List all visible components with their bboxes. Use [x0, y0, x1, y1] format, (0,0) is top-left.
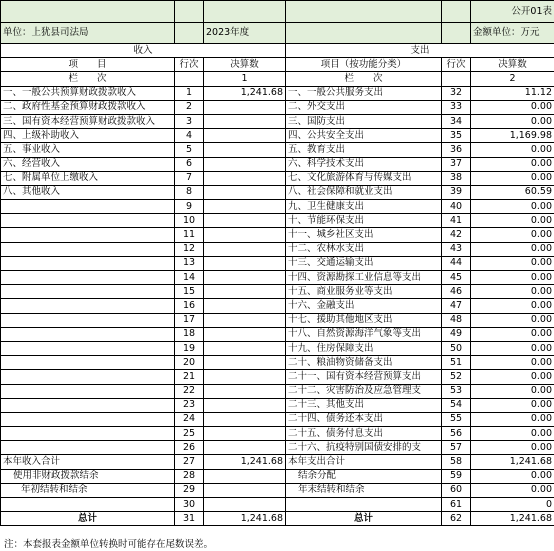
row-no: 57	[442, 441, 471, 455]
expenditure-item: 九、卫生健康支出	[286, 200, 442, 214]
table-row	[1, 412, 554, 426]
income-item	[1, 441, 175, 455]
table-row	[1, 327, 554, 341]
expenditure-amount-header: 决算数	[471, 58, 554, 72]
income-amount	[204, 171, 286, 185]
expenditure-section-header: 支出	[286, 44, 554, 58]
row-no: 25	[175, 427, 204, 441]
row-no: 15	[175, 285, 204, 299]
income-amount	[204, 384, 286, 398]
expenditure-amount: 60.59	[471, 185, 554, 199]
table-row	[1, 356, 554, 370]
section-header-row	[1, 44, 554, 58]
income-amount	[204, 242, 286, 256]
expenditure-summary-item	[286, 498, 442, 512]
table-row	[1, 271, 554, 285]
income-item	[1, 228, 175, 242]
income-amount	[204, 157, 286, 171]
income-item: 一、一般公共预算财政拨款收入	[1, 86, 175, 100]
row-no: 21	[175, 370, 204, 384]
expenditure-summary-item: 年末结转和结余	[286, 483, 442, 497]
expenditure-amount: 0.00	[471, 285, 554, 299]
row-no: 13	[175, 256, 204, 270]
income-item: 七、附属单位上缴收入	[1, 171, 175, 185]
expenditure-summary-amount: 0.00	[471, 469, 554, 483]
expenditure-amount: 0.00	[471, 114, 554, 128]
row-no: 29	[175, 483, 204, 497]
income-summary-amount	[204, 498, 286, 512]
income-amount	[204, 100, 286, 114]
row-no: 56	[442, 427, 471, 441]
income-item	[1, 256, 175, 270]
income-total-label: 总计	[1, 512, 175, 526]
expenditure-item: 十五、商业服务业等支出	[286, 285, 442, 299]
row-no: 38	[442, 171, 471, 185]
row-no: 49	[442, 327, 471, 341]
row-no: 61	[442, 498, 471, 512]
income-amount	[204, 341, 286, 355]
expenditure-item: 十八、自然资源海洋气象等支出	[286, 327, 442, 341]
income-amount	[204, 143, 286, 157]
income-amount	[204, 313, 286, 327]
income-total-amount: 1,241.68	[204, 512, 286, 526]
row-no: 2	[175, 100, 204, 114]
row-no: 55	[442, 412, 471, 426]
row-no: 20	[175, 356, 204, 370]
table-row	[1, 384, 554, 398]
table-row	[1, 171, 554, 185]
row-no: 35	[442, 129, 471, 143]
row-no: 42	[442, 228, 471, 242]
expenditure-amount: 0.00	[471, 384, 554, 398]
expenditure-item: 四、公共安全支出	[286, 129, 442, 143]
income-summary-item	[1, 498, 175, 512]
income-item	[1, 356, 175, 370]
row-no: 26	[175, 441, 204, 455]
expenditure-item: 十四、资源勘探工业信息等支出	[286, 271, 442, 285]
row-no: 12	[175, 242, 204, 256]
expenditure-item: 八、社会保障和就业支出	[286, 185, 442, 199]
expenditure-amount: 0.00	[471, 356, 554, 370]
form-code-row	[1, 1, 554, 23]
expenditure-amount: 1,169.98	[471, 129, 554, 143]
expenditure-amount: 0.00	[471, 200, 554, 214]
expenditure-item: 二十五、债务付息支出	[286, 427, 442, 441]
row-no: 62	[442, 512, 471, 526]
income-summary-item: 本年收入合计	[1, 455, 175, 469]
expenditure-item: 十六、金融支出	[286, 299, 442, 313]
expenditure-amount: 0.00	[471, 143, 554, 157]
expenditure-item: 二十四、债务还本支出	[286, 412, 442, 426]
row-no: 9	[175, 200, 204, 214]
summary-row	[1, 498, 554, 512]
income-item	[1, 412, 175, 426]
table-row	[1, 185, 554, 199]
expenditure-item: 十九、住房保障支出	[286, 341, 442, 355]
row-no: 54	[442, 398, 471, 412]
expenditure-amount: 0.00	[471, 427, 554, 441]
row-no: 37	[442, 157, 471, 171]
row-no: 18	[175, 327, 204, 341]
income-item: 八、其他收入	[1, 185, 175, 199]
income-item-header: 项 目	[1, 58, 175, 72]
income-amount	[204, 200, 286, 214]
expenditure-item: 十七、援助其他地区支出	[286, 313, 442, 327]
summary-row	[1, 469, 554, 483]
row-no: 52	[442, 370, 471, 384]
row-no: 16	[175, 299, 204, 313]
income-item	[1, 327, 175, 341]
row-no: 3	[175, 114, 204, 128]
income-amount	[204, 228, 286, 242]
expenditure-item: 二十三、其他支出	[286, 398, 442, 412]
expenditure-item: 十二、农林水支出	[286, 242, 442, 256]
expenditure-amount: 0.00	[471, 214, 554, 228]
row-no: 1	[175, 86, 204, 100]
income-item: 三、国有资本经营预算财政拨款收入	[1, 114, 175, 128]
expenditure-amount: 0.00	[471, 341, 554, 355]
row-no: 17	[175, 313, 204, 327]
expenditure-item: 二十、粮油物资储备支出	[286, 356, 442, 370]
row-no: 33	[442, 100, 471, 114]
income-amount	[204, 327, 286, 341]
income-amount-header: 决算数	[204, 58, 286, 72]
expenditure-amount: 0.00	[471, 256, 554, 270]
row-no: 34	[442, 114, 471, 128]
row-no: 27	[175, 455, 204, 469]
expenditure-amount: 11.12	[471, 86, 554, 100]
income-item: 六、经营收入	[1, 157, 175, 171]
table-row	[1, 114, 554, 128]
table-row	[1, 299, 554, 313]
report-year: 2023年度	[204, 23, 286, 44]
income-amount	[204, 441, 286, 455]
unit-name: 单位：上犹县司法局	[1, 23, 175, 44]
row-no: 44	[442, 256, 471, 270]
expenditure-amount: 0.00	[471, 271, 554, 285]
expenditure-item: 十一、城乡社区支出	[286, 228, 442, 242]
income-amount	[204, 114, 286, 128]
income-item: 五、事业收入	[1, 143, 175, 157]
expenditure-amount: 0.00	[471, 299, 554, 313]
table-row	[1, 228, 554, 242]
expenditure-summary-item: 本年支出合计	[286, 455, 442, 469]
row-no: 22	[175, 384, 204, 398]
income-amount	[204, 256, 286, 270]
row-no: 31	[175, 512, 204, 526]
row-no: 41	[442, 214, 471, 228]
expenditure-item: 十三、交通运输支出	[286, 256, 442, 270]
income-item	[1, 427, 175, 441]
column-header-row	[1, 58, 554, 72]
form-code: 公开01表	[471, 1, 554, 23]
expenditure-amount: 0.00	[471, 412, 554, 426]
row-no-header: 行次	[442, 58, 471, 72]
table-row	[1, 143, 554, 157]
row-no: 23	[175, 398, 204, 412]
row-no: 39	[442, 185, 471, 199]
expenditure-item: 三、国防支出	[286, 114, 442, 128]
total-row	[1, 512, 554, 526]
expenditure-summary-amount: 0	[471, 498, 554, 512]
income-item	[1, 242, 175, 256]
table-row	[1, 200, 554, 214]
table-row	[1, 427, 554, 441]
row-no: 10	[175, 214, 204, 228]
table-row	[1, 86, 554, 100]
currency-unit: 金额单位：万元	[471, 23, 554, 44]
expenditure-summary-item: 结余分配	[286, 469, 442, 483]
expenditure-summary-amount: 0.00	[471, 483, 554, 497]
row-no-header: 行次	[175, 58, 204, 72]
row-no: 11	[175, 228, 204, 242]
summary-row	[1, 455, 554, 469]
table-row	[1, 242, 554, 256]
table-row	[1, 285, 554, 299]
income-amount	[204, 271, 286, 285]
income-summary-amount	[204, 469, 286, 483]
row-no: 32	[442, 86, 471, 100]
row-no: 51	[442, 356, 471, 370]
income-amount	[204, 185, 286, 199]
expenditure-item: 二十二、灾害防治及应急管理支	[286, 384, 442, 398]
income-summary-item: 使用非财政拨款结余	[1, 469, 175, 483]
expenditure-amount: 0.00	[471, 441, 554, 455]
table-row	[1, 441, 554, 455]
expenditure-summary-amount: 1,241.68	[471, 455, 554, 469]
income-amount-col-no: 1	[204, 72, 286, 86]
table-row	[1, 370, 554, 384]
row-no: 4	[175, 129, 204, 143]
expenditure-amount-col-no: 2	[471, 72, 554, 86]
expenditure-amount: 0.00	[471, 327, 554, 341]
expenditure-amount: 0.00	[471, 171, 554, 185]
row-no: 58	[442, 455, 471, 469]
income-item	[1, 370, 175, 384]
income-amount	[204, 214, 286, 228]
expenditure-item-header: 项目（按功能分类）	[286, 58, 442, 72]
table-row	[1, 157, 554, 171]
row-no: 53	[442, 384, 471, 398]
expenditure-item: 二、外交支出	[286, 100, 442, 114]
table-row	[1, 214, 554, 228]
income-item	[1, 285, 175, 299]
row-no: 30	[175, 498, 204, 512]
expenditure-amount: 0.00	[471, 398, 554, 412]
row-no: 50	[442, 341, 471, 355]
expenditure-item: 二十六、抗疫特别国债安排的支	[286, 441, 442, 455]
income-item	[1, 313, 175, 327]
row-no: 14	[175, 271, 204, 285]
expenditure-amount: 0.00	[471, 242, 554, 256]
row-no: 28	[175, 469, 204, 483]
income-item	[1, 299, 175, 313]
income-section-header: 收入	[1, 44, 286, 58]
table-row	[1, 100, 554, 114]
expenditure-item: 二十一、国有资本经营预算支出	[286, 370, 442, 384]
expenditure-amount: 0.00	[471, 370, 554, 384]
income-item	[1, 398, 175, 412]
expenditure-item: 十、节能环保支出	[286, 214, 442, 228]
row-no: 46	[442, 285, 471, 299]
column-index-label: 栏 次	[1, 72, 175, 86]
table-row	[1, 398, 554, 412]
row-no: 36	[442, 143, 471, 157]
income-amount	[204, 299, 286, 313]
row-no: 8	[175, 185, 204, 199]
income-item	[1, 200, 175, 214]
income-amount	[204, 356, 286, 370]
income-summary-amount	[204, 483, 286, 497]
income-amount	[204, 412, 286, 426]
row-no: 7	[175, 171, 204, 185]
table-row	[1, 256, 554, 270]
row-no: 19	[175, 341, 204, 355]
expenditure-amount: 0.00	[471, 100, 554, 114]
income-amount	[204, 398, 286, 412]
income-item	[1, 214, 175, 228]
income-amount	[204, 370, 286, 384]
row-no: 45	[442, 271, 471, 285]
expenditure-total-label: 总计	[286, 512, 442, 526]
income-item	[1, 341, 175, 355]
expenditure-amount: 0.00	[471, 157, 554, 171]
row-no: 5	[175, 143, 204, 157]
income-item: 四、上级补助收入	[1, 129, 175, 143]
income-amount	[204, 285, 286, 299]
summary-row	[1, 483, 554, 497]
income-item: 二、政府性基金预算财政拨款收入	[1, 100, 175, 114]
income-amount	[204, 129, 286, 143]
row-no: 60	[442, 483, 471, 497]
income-amount	[204, 427, 286, 441]
table-row	[1, 313, 554, 327]
income-summary-amount: 1,241.68	[204, 455, 286, 469]
row-no: 59	[442, 469, 471, 483]
row-no: 47	[442, 299, 471, 313]
row-no: 43	[442, 242, 471, 256]
expenditure-amount: 0.00	[471, 313, 554, 327]
income-amount: 1,241.68	[204, 86, 286, 100]
expenditure-total-amount: 1,241.68	[471, 512, 554, 526]
expenditure-item: 五、教育支出	[286, 143, 442, 157]
unit-info-row	[1, 23, 554, 44]
expenditure-amount: 0.00	[471, 228, 554, 242]
table-row	[1, 129, 554, 143]
row-no: 6	[175, 157, 204, 171]
row-no: 40	[442, 200, 471, 214]
income-item	[1, 384, 175, 398]
table-row	[1, 341, 554, 355]
row-no: 48	[442, 313, 471, 327]
expenditure-item: 六、科学技术支出	[286, 157, 442, 171]
column-index-label: 栏 次	[286, 72, 442, 86]
expenditure-item: 一、一般公共服务支出	[286, 86, 442, 100]
expenditure-item: 七、文化旅游体育与传媒支出	[286, 171, 442, 185]
income-item	[1, 271, 175, 285]
income-summary-item: 年初结转和结余	[1, 483, 175, 497]
footnote: 注：本套报表金额单位转换时可能存在尾数误差。	[4, 539, 214, 550]
row-no: 24	[175, 412, 204, 426]
column-index-row	[1, 72, 554, 86]
